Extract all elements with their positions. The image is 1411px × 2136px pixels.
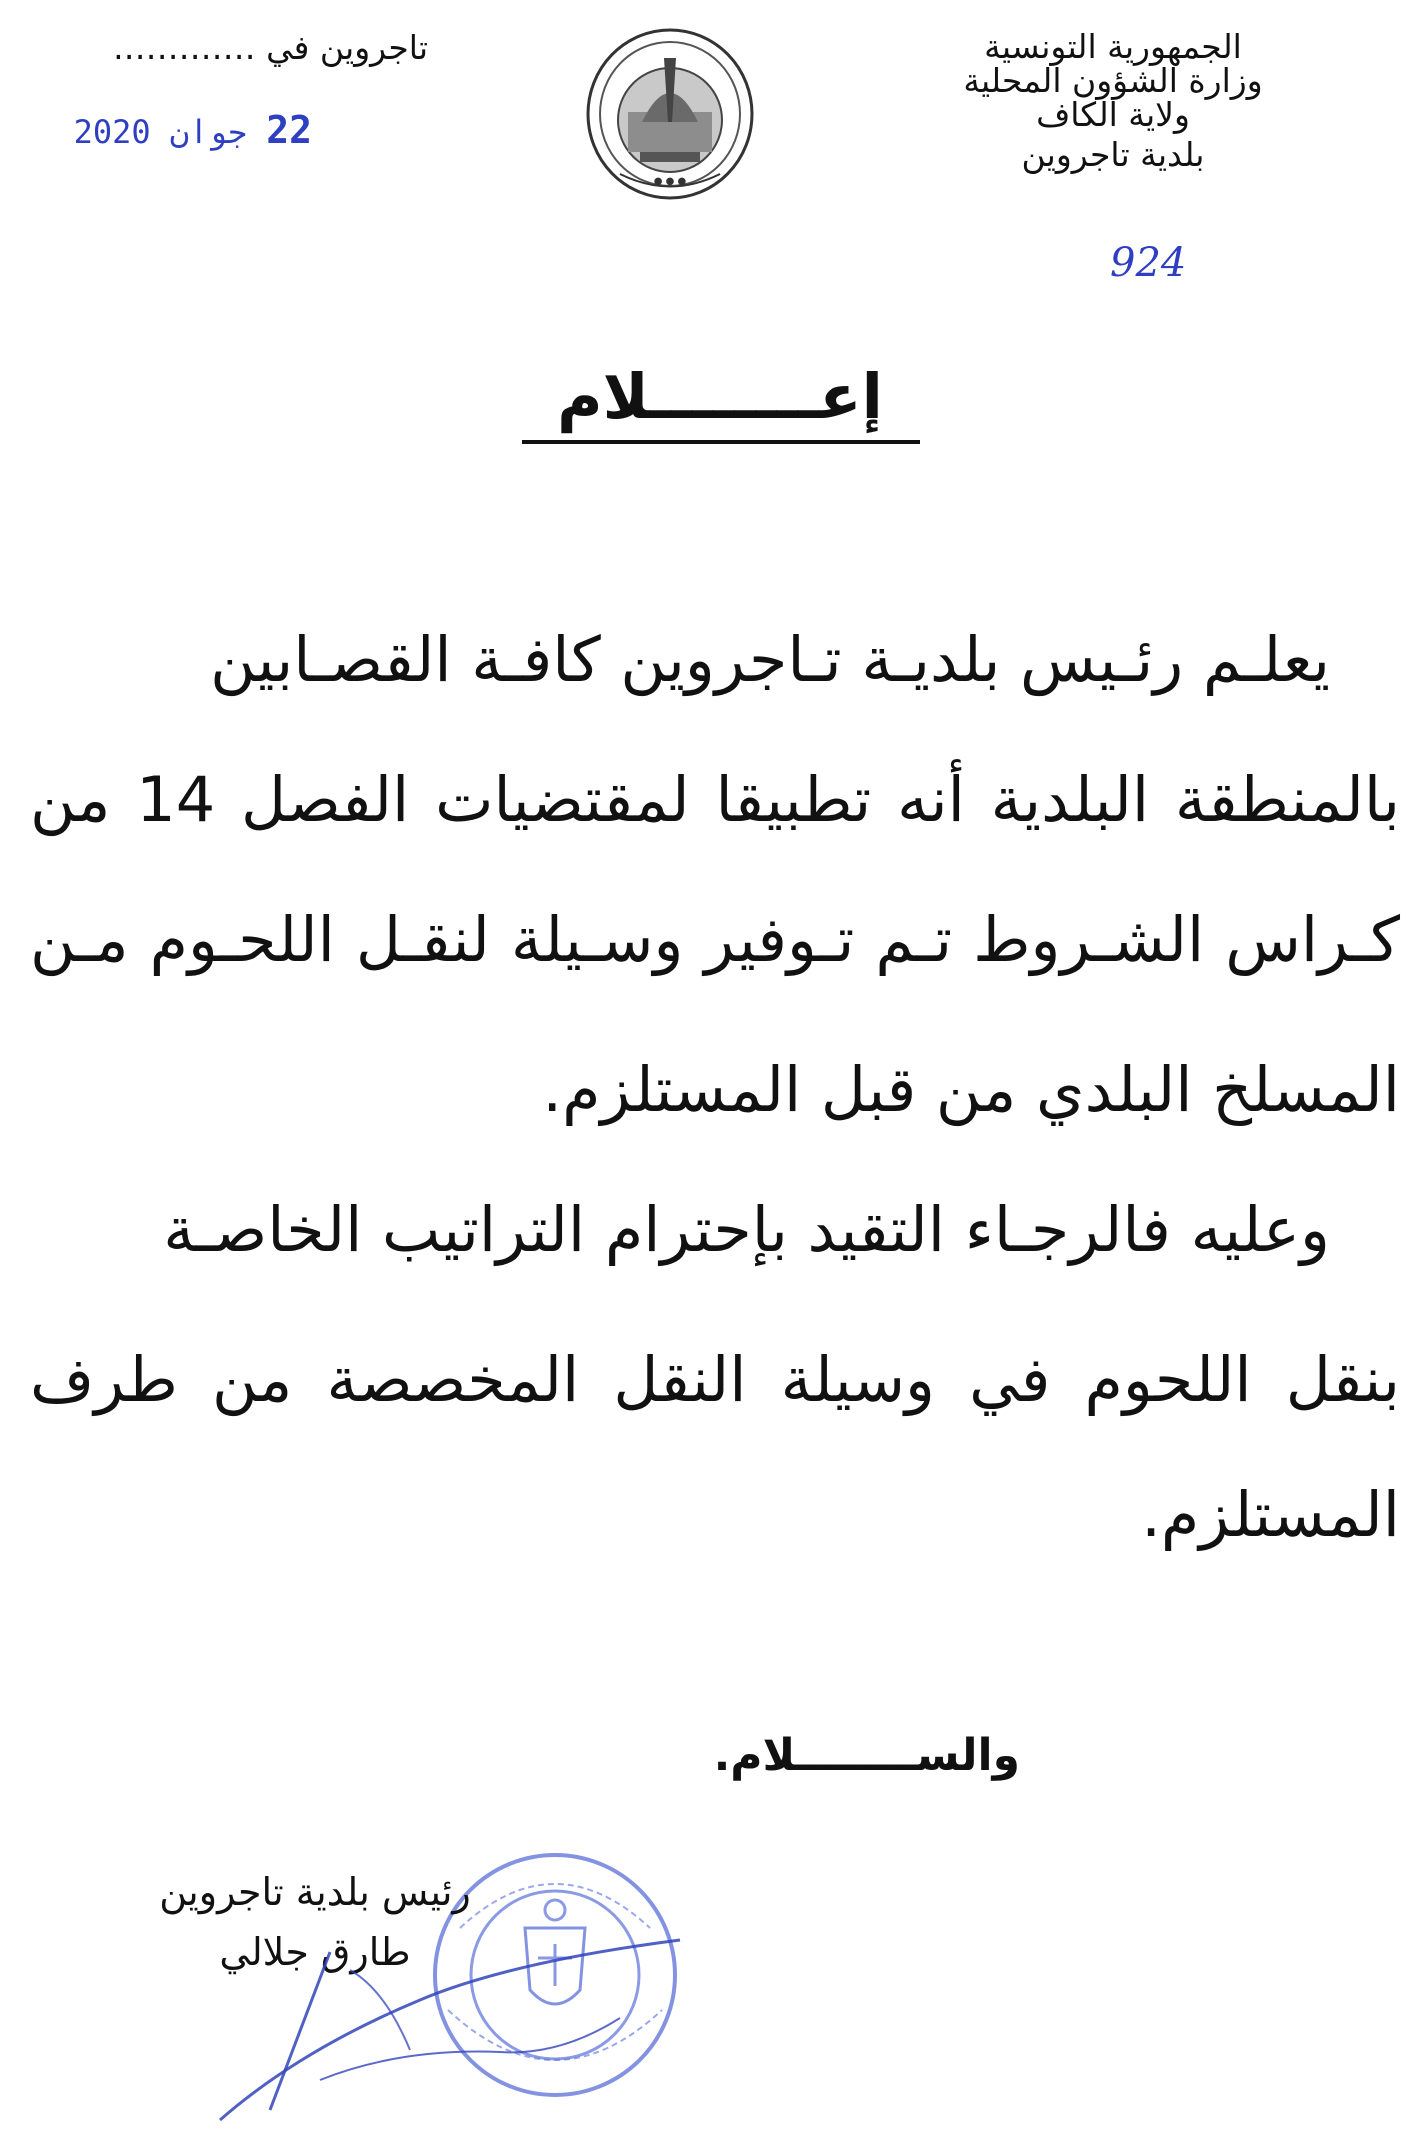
place-dots: ………….: [113, 28, 256, 67]
date-stamp: [73, 108, 312, 152]
signatory-name: طارق جلالي: [219, 1930, 411, 1974]
title-underline: [522, 440, 920, 444]
handwritten-signature: [180, 1930, 700, 2130]
date-month: جوان: [169, 113, 247, 151]
header-governorate: ولاية الكاف: [1036, 95, 1190, 134]
page-title: إعــــــــلام: [557, 360, 883, 433]
reference-number: [1110, 240, 1320, 286]
paragraph-1-line-4: المسلخ البلدي من قبل المستلزم.: [542, 1053, 1400, 1126]
date-year: 2020: [73, 113, 151, 151]
paragraph-1-line-3: كـراس الشـروط تـم تـوفير وسـيلة لنقـل اللحـوم مـن: [30, 903, 1400, 976]
municipality-emblem-icon: [580, 24, 760, 204]
paragraph-2-line-1: وعليه فالرجـاء التقيد بإحترام التراتيب الخاصـة: [163, 1193, 1330, 1266]
closing-salutation: والســــــــلام.: [713, 1730, 1020, 1781]
header-country: الجمهورية التونسية: [984, 27, 1242, 66]
paragraph-1-line-1: يعلـم رئـيس بلديـة تـاجروين كافـة القصـابين: [210, 623, 1330, 696]
signatory-title: رئيس بلدية تاجروين: [159, 1870, 471, 1914]
place-line: [58, 28, 428, 67]
date-day: 22: [266, 108, 312, 152]
place-label: تاجروين في: [266, 28, 428, 67]
svg-text:● ● ●: ● ● ●: [653, 176, 687, 187]
paragraph-2-line-3: المستلزم.: [1141, 1478, 1400, 1551]
reference-number-value: 924: [1110, 240, 1187, 286]
paragraph-2-line-2: بنقل اللحوم في وسيلة النقل المخصصة من طرف: [30, 1343, 1400, 1416]
header-ministry: وزارة الشؤون المحلية: [963, 61, 1263, 100]
header-municipality: بلدية تاجروين: [1021, 135, 1205, 174]
paragraph-1-line-2: بالمنطقة البلدية أنه تطبيقا لمقتضيات الفصل 14 من: [30, 763, 1400, 836]
